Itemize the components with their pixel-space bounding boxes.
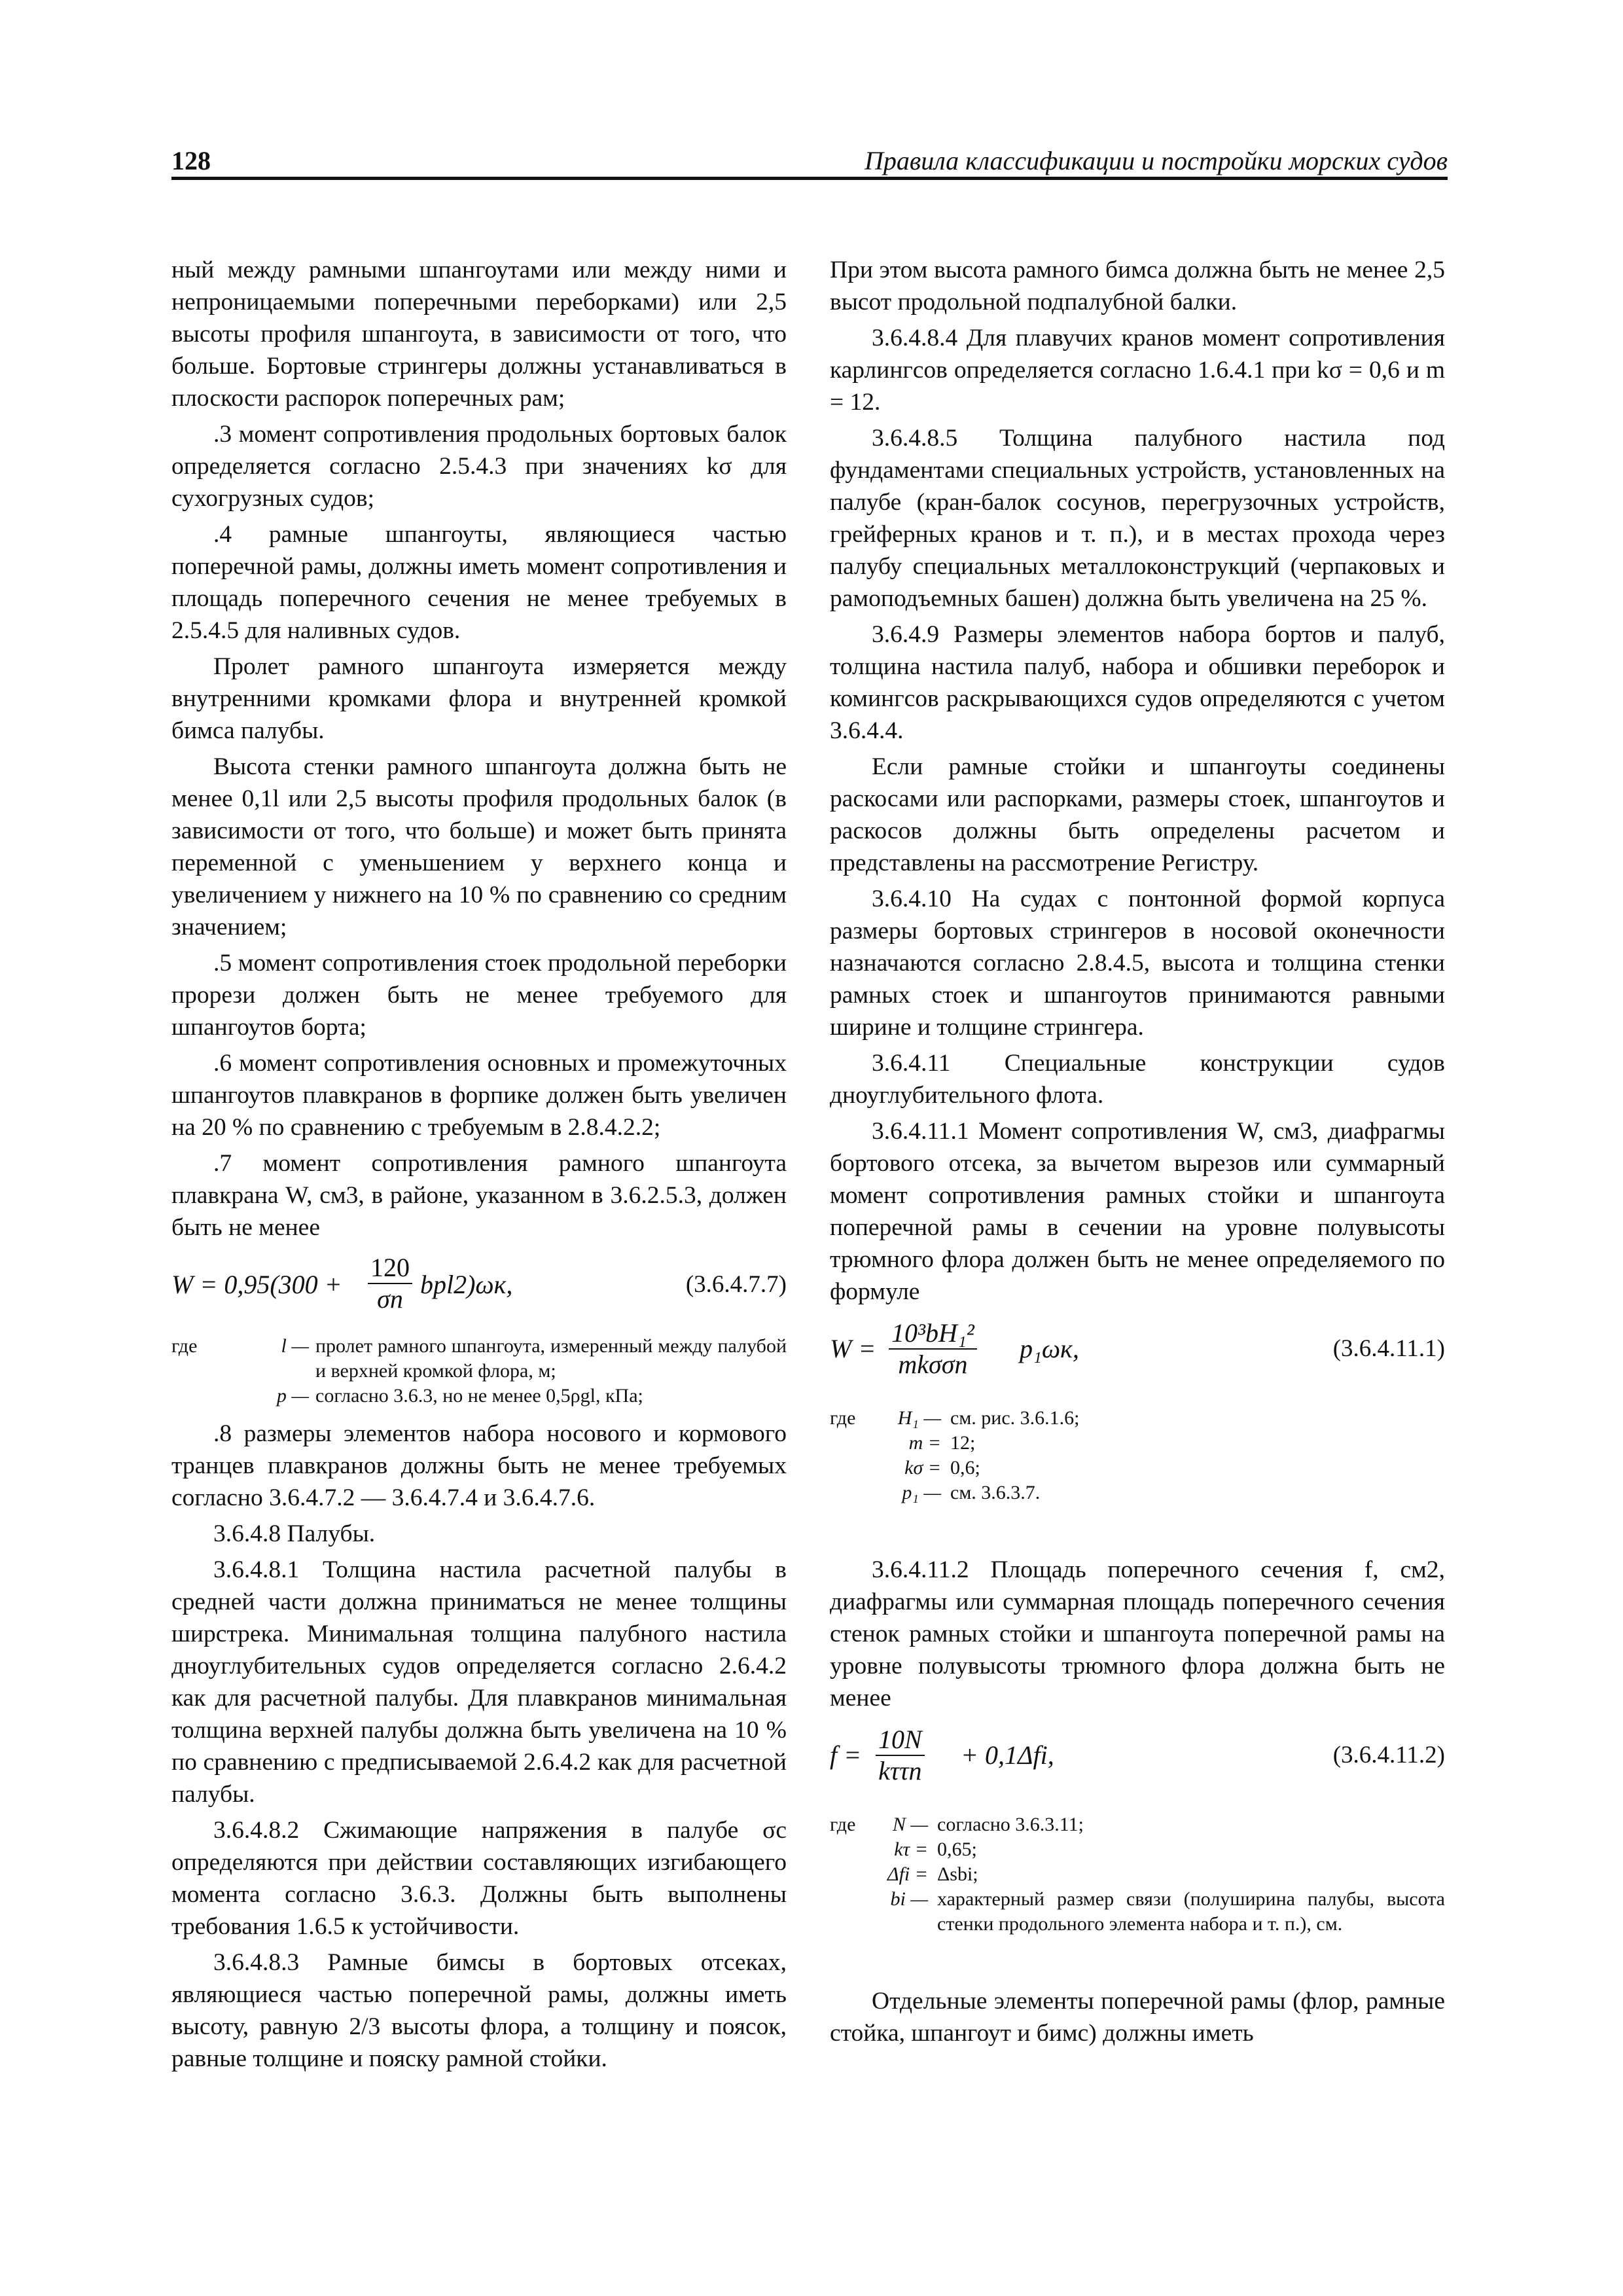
- spacer: [830, 1515, 1445, 1554]
- formula-fraction: [368, 1253, 412, 1314]
- legend-row: kτ = 0,65;: [894, 1839, 977, 1860]
- section-heading: 3.6.4.11 Специальные конструкции судов дноуглубительного флота.: [830, 1050, 1445, 1109]
- paragraph: 3.6.4.9 Размеры элементов набора бортов и палуб, толщина настила палуб, набора и обшивки переборок и комингсов раскрывающихся судов определяются с учетом 3.6.4.4.: [830, 621, 1445, 744]
- legend-row: p₁ — см. 3.6.3.7.: [902, 1482, 1041, 1503]
- formula-denominator: kττn: [878, 1756, 922, 1785]
- paragraph: .5 момент сопротивления стоек продольной переборки прорези должен быть не менее требуемого для шпангоутов борта;: [171, 950, 787, 1041]
- paragraph: При этом высота рамного бимса должна быть не менее 2,5 высот продольной подпалубной балки.: [830, 257, 1445, 315]
- left-column: [171, 254, 787, 2079]
- formula-number: (3.6.4.11.1): [1332, 1335, 1445, 1362]
- paragraph: Высота стенки рамного шпангоута должна быть не менее 0,1l или 2,5 высоты профиля продольных балок (в зависимости от того, что больше) и может быть принята переменной с уменьшением у верхнего конца и увеличением у нижнего на 10 % по сравнению со средним значением;: [171, 753, 787, 941]
- paragraph: 3.6.4.8.3 Рамные бимсы в бортовых отсеках, являющиеся частью поперечной рамы, должны иметь высоту, равную 2/3 высоты флора, а толщину и поясок, равные толщине и пояску рамной стойки.: [171, 1949, 787, 2072]
- legend-row: p — согласно 3.6.3, но не менее 0,5ρgl, кПа;: [276, 1385, 643, 1407]
- formula-number: (3.6.4.7.7): [685, 1271, 787, 1298]
- formula-3-6-4-7-7: [171, 1250, 787, 1327]
- paragraph: Если рамные стойки и шпангоуты соединены раскосами или распорками, размеры стоек, шпангоутов и раскосов должны быть определены расчетом и представлены на рассмотрение Регистру.: [830, 753, 1445, 876]
- legend-row: kσ = 0,6;: [904, 1457, 980, 1479]
- formula-denominator: σn: [377, 1284, 403, 1314]
- header-rule: [171, 177, 1448, 180]
- legend-row: bi — характерный размер связи (полуширина палубы, высота стенки продольного элемента набора и т. п.), см.: [890, 1888, 1445, 1935]
- paragraph: 3.6.4.8.1 Толщина настила расчетной палубы в средней части должна приниматься не менее толщины ширстрека. Минимальная толщина палубного настила дноуглубительных судов определяется согласно 2.6.4.2 как для расчетной палубы. Для плавкранов минимальная толщина верхней палубы должна быть увеличена на 10 % по сравнению с предписываемой 2.6.4.2 как для расчетной палубы.: [171, 1556, 787, 1808]
- paragraph: .8 размеры элементов набора носового и кормового транцев плавкранов должны быть не менее требуемых согласно 3.6.4.7.2 — 3.6.4.7.4 и 3.6.4.7.6.: [171, 1420, 787, 1511]
- formula-legend: [830, 1812, 1445, 1937]
- paragraph: ный между рамными шпангоутами или между ними и непроницаемыми поперечными переборками) или 2,5 высоты профиля шпангоута, в зависимости от того, что больше. Бортовые стрингеры должны устанавливаться в плоскости распорок поперечных рам;: [171, 257, 787, 412]
- formula-tail: + 0,1Δfi,: [961, 1740, 1054, 1770]
- formula-legend: [171, 1334, 787, 1408]
- paragraph: 3.6.4.11.2 Площадь поперечного сечения f, см2, диафрагмы или суммарная площадь поперечного сечения стенок рамных стойки и шпангоута поперечной рамы на уровне полувысоты трюмного флора должна быть не менее: [830, 1556, 1445, 1712]
- paragraph: .7 момент сопротивления рамного шпангоута плавкрана W, см3, в районе, указанном в 3.6.2.5.3, должен быть не менее: [171, 1150, 787, 1241]
- formula-denominator: mkσσn: [898, 1350, 968, 1379]
- formula-numerator: 120: [368, 1253, 412, 1284]
- right-column: [830, 254, 1445, 2053]
- legend-row: где l — пролет рамного шпангоута, измеренный между палубой и верхней кромкой флора, м;: [171, 1335, 787, 1382]
- formula-3-6-4-11-2: [830, 1721, 1445, 1806]
- page-number: 128: [171, 146, 211, 175]
- running-title: Правила классификации и постройки морских судов: [864, 146, 1448, 175]
- section-heading: 3.6.4.8 Палубы.: [213, 1520, 376, 1547]
- formula-lhs: f =: [830, 1740, 862, 1770]
- formula-lhs: W =: [830, 1334, 876, 1363]
- legend-row: m = 12;: [908, 1432, 976, 1454]
- legend-row: где H₁ — см. рис. 3.6.1.6;: [830, 1407, 1080, 1429]
- formula-fraction: [889, 1318, 977, 1380]
- paragraph: 3.6.4.8.5 Толщина палубного настила под фундаментами специальных устройств, установленных на палубе (кран-балок сосунов, перегрузочных устройств, грейферных кранов и т. п.), и в местах прохода через палубу специальных металлоконструкций (черпаковых и рамоподъемных башен) должна быть увеличена на 25 %.: [830, 425, 1445, 612]
- paragraph: Пролет рамного шпангоута измеряется между внутренними кромками флора и внутренней кромкой бимса палубы.: [171, 653, 787, 744]
- formula-numerator: 10N: [876, 1725, 925, 1756]
- paragraph: 3.6.4.8.4 Для плавучих кранов момент сопротивления карлингсов определяется согласно 1.6.4.1 при kσ = 0,6 и m = 12.: [830, 325, 1445, 416]
- formula-3-6-4-11-1: [830, 1314, 1445, 1399]
- formula-tail: p₁ωк,: [1020, 1334, 1079, 1363]
- paragraph: Отдельные элементы поперечной рамы (флор, рамные стойка, шпангоут и бимс) должны иметь: [830, 1988, 1445, 2047]
- paragraph: 3.6.4.10 На судах с понтонной формой корпуса размеры бортовых стрингеров в носовой оконечности назначаются согласно 2.8.4.5, высота и толщина стенки рамных стоек и шпангоутов принимаются равными ширине и толщине стрингера.: [830, 886, 1445, 1041]
- formula-number: (3.6.4.11.2): [1332, 1742, 1445, 1768]
- formula-numerator: 10³bH₁²: [889, 1318, 977, 1350]
- spacer: [830, 1946, 1445, 1985]
- formula-tail: bpl2)ωк,: [420, 1270, 513, 1299]
- paragraph: 3.6.4.11.1 Момент сопротивления W, см3, диафрагмы бортового отсека, за вычетом вырезов или суммарный момент сопротивления рамных стойки и шпангоута поперечной рамы в сечении на уровне полувысоты трюмного флора должен быть не менее определяемого по формуле: [830, 1118, 1445, 1305]
- formula-fraction: [876, 1725, 925, 1786]
- legend-row: Δfi = Δsbi;: [887, 1863, 978, 1885]
- formula-legend: [830, 1406, 1445, 1505]
- paragraph: 3.6.4.8.2 Сжимающие напряжения в палубе σc определяются при действии составляющих изгибающего момента согласно 3.6.3. Должны быть выполнены требования 1.6.5 к устойчивости.: [171, 1817, 787, 1940]
- paragraph: .3 момент сопротивления продольных бортовых балок определяется согласно 2.5.4.3 при значениях kσ для сухогрузных судов;: [171, 421, 787, 512]
- paragraph: .6 момент сопротивления основных и промежуточных шпангоутов плавкранов в форпике должен быть увеличен на 20 % по сравнению с требуемым в 2.8.4.2.2;: [171, 1050, 787, 1141]
- legend-row: где N — согласно 3.6.3.11;: [830, 1814, 1084, 1835]
- paragraph: .4 рамные шпангоуты, являющиеся частью поперечной рамы, должны иметь момент сопротивления и площадь поперечного сечения не менее требуемых в 2.5.4.5 для наливных судов.: [171, 521, 787, 644]
- formula-lhs: W = 0,95(300 +: [171, 1270, 342, 1299]
